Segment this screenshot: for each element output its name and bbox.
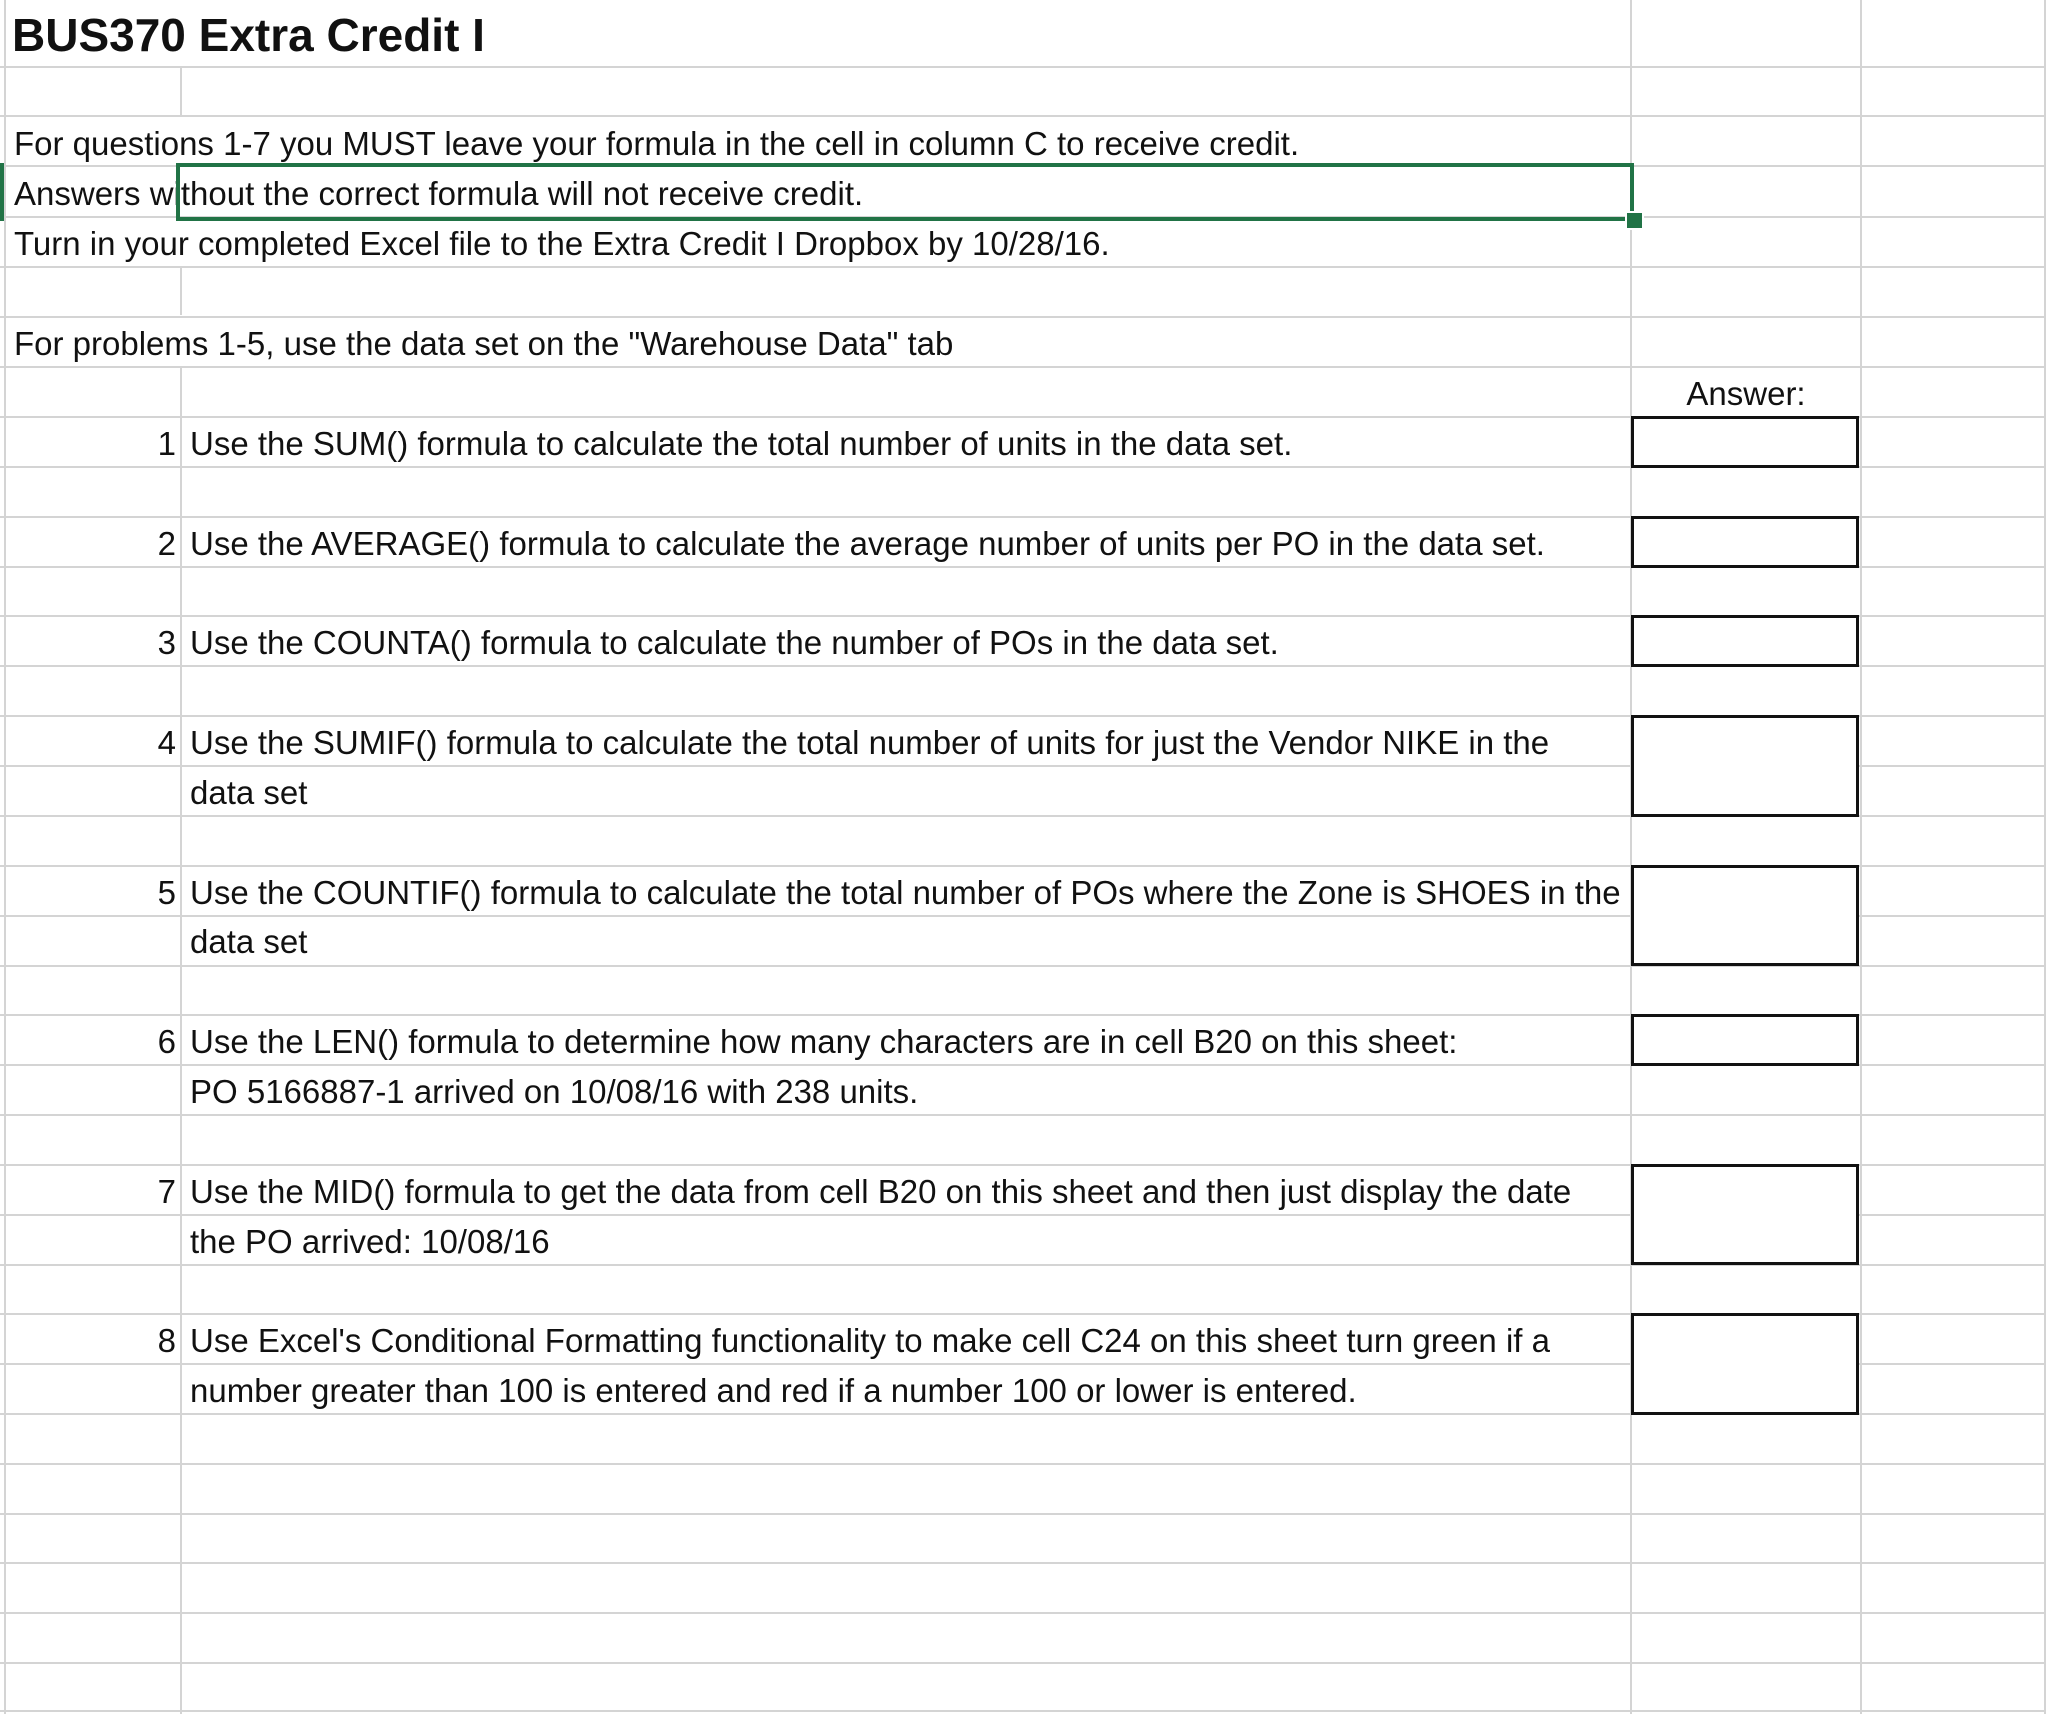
page-title: BUS370 Extra Credit I (12, 9, 485, 61)
question-text: Use the AVERAGE() formula to calculate the average number of units per PO in the data set. (190, 525, 1545, 562)
answer-cell-8[interactable] (1631, 1313, 1859, 1415)
question-text: number greater than 100 is entered and red if a number 100 or lower is entered. (190, 1372, 1357, 1409)
gridline (1630, 0, 1632, 1714)
gridline (1860, 0, 1862, 1714)
question-text: Use the MID() formula to get the data from cell B20 on this sheet and then just display the date (190, 1173, 1572, 1210)
problems-note: For problems 1-5, use the data set on the "Warehouse Data" tab (14, 325, 954, 362)
question-number: 6 (157, 1023, 176, 1060)
answer-cell-4[interactable] (1631, 715, 1859, 817)
instruction-line: For questions 1-7 you MUST leave your formula in the cell in column C to receive credit. (14, 125, 1300, 162)
gridline (0, 1562, 2046, 1564)
question-text: Use the SUM() formula to calculate the total number of units in the data set. (190, 425, 1293, 462)
question-text: the PO arrived: 10/08/16 (190, 1223, 550, 1260)
answer-cell-6[interactable] (1631, 1014, 1859, 1066)
gridline (0, 1513, 2046, 1515)
answer-cell-7[interactable] (1631, 1164, 1859, 1265)
active-row-indicator (0, 163, 4, 221)
question-text: Use the SUMIF() formula to calculate the total number of units for just the Vendor NIKE in the (190, 724, 1550, 761)
active-cell-selection[interactable] (176, 163, 1634, 221)
question-number: 2 (157, 525, 176, 562)
gridline (0, 115, 2046, 117)
question-number: 1 (157, 425, 176, 462)
question-number: 5 (157, 874, 176, 911)
question-number: 7 (157, 1173, 176, 1210)
answer-cell-1[interactable] (1631, 416, 1859, 468)
gridline (0, 1662, 2046, 1664)
question-text: Use the COUNTIF() formula to calculate the total number of POs where the Zone is SHOES in the (190, 874, 1621, 911)
question-text: data set (190, 774, 308, 811)
gridline (180, 267, 182, 315)
question-text: data set (190, 923, 308, 960)
answer-cell-3[interactable] (1631, 615, 1859, 667)
answer-header: Answer: (1686, 375, 1806, 412)
question-text: PO 5166887-1 arrived on 10/08/16 with 238 units. (190, 1073, 919, 1110)
question-text: Use the LEN() formula to determine how many characters are in cell B20 on this sheet: (190, 1023, 1458, 1060)
question-text: Use the COUNTA() formula to calculate the number of POs in the data set. (190, 624, 1279, 661)
question-number: 3 (157, 624, 176, 661)
question-text: Use Excel's Conditional Formatting functionality to make cell C24 on this sheet turn green if a (190, 1322, 1550, 1359)
gridline (0, 1612, 2046, 1614)
gridline (180, 67, 182, 115)
gridline (4, 0, 6, 1714)
answer-cell-5[interactable] (1631, 865, 1859, 966)
question-number: 4 (157, 724, 176, 761)
gridline (0, 1463, 2046, 1465)
gridline (180, 367, 182, 1714)
question-number: 8 (157, 1322, 176, 1359)
gridline (0, 316, 2046, 318)
gridline (0, 1710, 2046, 1712)
instruction-line: Turn in your completed Excel file to the Extra Credit I Dropbox by 10/28/16. (14, 225, 1110, 262)
instruction-line: Answers without the correct formula will not receive credit. (14, 175, 864, 212)
answer-cell-2[interactable] (1631, 516, 1859, 568)
fill-handle[interactable] (1625, 211, 1644, 230)
